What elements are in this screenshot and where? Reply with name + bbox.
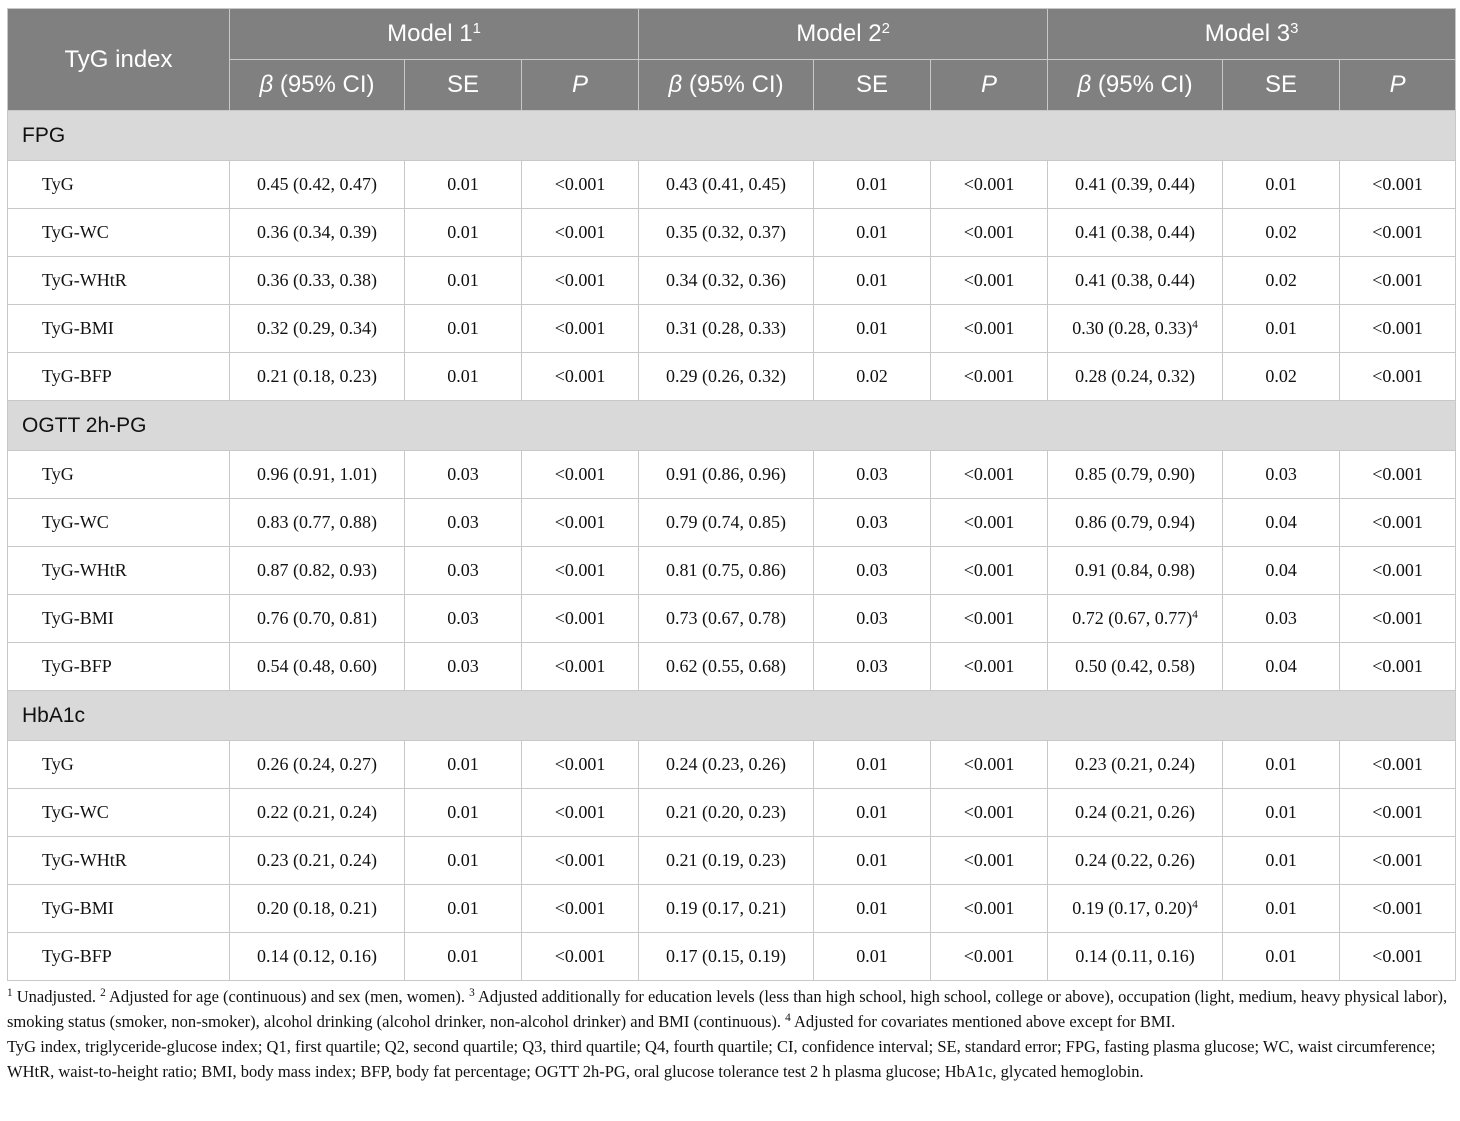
beta-ci-label: (95% CI) <box>682 71 784 98</box>
row-label: TyG <box>8 451 230 499</box>
beta-value: 0.24 (0.22, 0.26) <box>1075 850 1196 870</box>
model-2-se-cell: 0.01 <box>814 933 931 981</box>
beta-value: 0.36 (0.33, 0.38) <box>257 270 377 290</box>
model-3-beta-cell <box>1048 257 1223 305</box>
abbreviations-note: TyG index, triglyceride-glucose index; Q1, first quartile; Q2, second quartile; Q3, third quartile; Q4, fourth quartile; CI, confidence interval; SE, standard error; FPG, fasting plasma glucose; WC, waist circumference; WHtR, waist-to-height ratio; BMI, body mass index; BFP, body fat percentage; OGTT 2h-PG, oral glucose tolerance test 2 h plasma glucose; HbA1c, glycated hemoglobin. <box>7 1037 1436 1081</box>
beta-value: 0.73 (0.67, 0.78) <box>666 608 787 628</box>
model-1-se-cell: 0.01 <box>405 933 522 981</box>
beta-value: 0.17 (0.15, 0.19) <box>666 946 787 966</box>
model-2-se-cell: 0.01 <box>814 161 931 209</box>
row-label: TyG-WHtR <box>8 547 230 595</box>
model-1-se-cell: 0.03 <box>405 595 522 643</box>
table-row <box>8 933 1456 981</box>
model-3-beta-header <box>1048 60 1223 111</box>
model-3-se-cell: 0.01 <box>1223 837 1340 885</box>
beta-symbol: β <box>668 71 683 98</box>
beta-value: 0.76 (0.70, 0.81) <box>257 608 377 628</box>
model-1-se-cell: 0.01 <box>405 885 522 933</box>
beta-value: 0.23 (0.21, 0.24) <box>257 850 377 870</box>
footnote-ref: 2 <box>100 986 106 999</box>
model-1-se-cell: 0.03 <box>405 643 522 691</box>
model-3-se-cell: 0.02 <box>1223 209 1340 257</box>
beta-value: 0.81 (0.75, 0.86) <box>666 560 787 580</box>
footnote-text: Unadjusted. <box>12 987 101 1006</box>
model-3-beta-cell <box>1048 741 1223 789</box>
table-row <box>8 885 1456 933</box>
beta-value: 0.83 (0.77, 0.88) <box>257 512 377 532</box>
beta-value: 0.86 (0.79, 0.94) <box>1075 512 1196 532</box>
beta-value: 0.91 (0.86, 0.96) <box>666 464 787 484</box>
model-1-se-cell: 0.03 <box>405 499 522 547</box>
model-3-p-cell: <0.001 <box>1340 885 1456 933</box>
model-1-se-cell: 0.03 <box>405 547 522 595</box>
model-2-p-cell: <0.001 <box>931 643 1048 691</box>
table-row <box>8 451 1456 499</box>
model-1-beta-cell <box>230 305 405 353</box>
footnote-ref: 1 <box>7 986 13 999</box>
beta-value: 0.23 (0.21, 0.24) <box>1075 754 1196 774</box>
model-3-beta-cell <box>1048 451 1223 499</box>
beta-value: 0.50 (0.42, 0.58) <box>1075 656 1196 676</box>
model-2-p-cell: <0.001 <box>931 161 1048 209</box>
model-3-se-cell: 0.04 <box>1223 499 1340 547</box>
footnote-ref: 4 <box>1192 318 1198 331</box>
tyg-index-header: TyG index <box>8 9 230 111</box>
model-1-se-header: SE <box>405 60 522 111</box>
model-1-p-header: P <box>522 60 639 111</box>
model-1-se-cell: 0.01 <box>405 353 522 401</box>
model-2-p-cell: <0.001 <box>931 933 1048 981</box>
beta-ci-label: (95% CI) <box>1091 71 1193 98</box>
beta-value: 0.14 (0.11, 0.16) <box>1075 946 1195 966</box>
model-2-se-cell: 0.03 <box>814 643 931 691</box>
model-1-p-cell: <0.001 <box>522 933 639 981</box>
model-1-beta-cell <box>230 789 405 837</box>
group-label: HbA1c <box>8 691 1456 741</box>
model-3-beta-cell <box>1048 643 1223 691</box>
beta-value: 0.24 (0.21, 0.26) <box>1075 802 1196 822</box>
row-label: TyG-BFP <box>8 353 230 401</box>
beta-value: 0.26 (0.24, 0.27) <box>257 754 377 774</box>
beta-value: 0.45 (0.42, 0.47) <box>257 174 377 194</box>
model-1-p-cell: <0.001 <box>522 595 639 643</box>
model-3-se-cell: 0.04 <box>1223 643 1340 691</box>
model-2-se-header: SE <box>814 60 931 111</box>
row-label: TyG <box>8 161 230 209</box>
model-1-p-cell: <0.001 <box>522 257 639 305</box>
model-3-beta-cell <box>1048 885 1223 933</box>
beta-value: 0.19 (0.17, 0.20) <box>1072 898 1193 918</box>
row-label: TyG-WC <box>8 209 230 257</box>
model-3-p-cell: <0.001 <box>1340 257 1456 305</box>
model-2-beta-cell <box>639 353 814 401</box>
model-3-beta-cell <box>1048 789 1223 837</box>
model-3-beta-cell <box>1048 209 1223 257</box>
beta-value: 0.30 (0.28, 0.33) <box>1072 318 1193 338</box>
model-1-p-cell: <0.001 <box>522 209 639 257</box>
table-row <box>8 547 1456 595</box>
model-3-se-cell: 0.01 <box>1223 741 1340 789</box>
row-label: TyG <box>8 741 230 789</box>
model-2-se-cell: 0.01 <box>814 741 931 789</box>
model-2-se-cell: 0.03 <box>814 595 931 643</box>
model-1-beta-cell <box>230 933 405 981</box>
model-2-beta-cell <box>639 451 814 499</box>
model-1-se-cell: 0.01 <box>405 257 522 305</box>
model-2-se-cell: 0.01 <box>814 305 931 353</box>
model-2-p-cell: <0.001 <box>931 789 1048 837</box>
table-footnotes <box>7 984 1452 1084</box>
table-row <box>8 837 1456 885</box>
group-row <box>8 401 1456 451</box>
beta-value: 0.20 (0.18, 0.21) <box>257 898 377 918</box>
model-2-beta-cell <box>639 547 814 595</box>
model-1-se-cell: 0.01 <box>405 161 522 209</box>
model-1-se-cell: 0.01 <box>405 209 522 257</box>
beta-symbol: β <box>259 71 274 98</box>
beta-value: 0.91 (0.84, 0.98) <box>1075 560 1196 580</box>
model-1-p-cell: <0.001 <box>522 451 639 499</box>
model-1-beta-cell <box>230 741 405 789</box>
beta-value: 0.72 (0.67, 0.77) <box>1072 608 1193 628</box>
footnote-text: Adjusted additionally for education levels (less than high school, high school, college or above), occupation (light, medium, heavy physical labor), smoking status (smoker, non-smoker), alcohol drinking (alcohol drinker, non-alcohol drinker) and BMI (continuous). <box>7 987 1448 1031</box>
model-footnotes <box>7 984 1452 1034</box>
beta-value: 0.29 (0.26, 0.32) <box>666 366 787 386</box>
model-3-beta-cell <box>1048 837 1223 885</box>
model-1-se-cell: 0.03 <box>405 451 522 499</box>
model-3-p-header: P <box>1340 60 1456 111</box>
model-2-se-cell: 0.01 <box>814 257 931 305</box>
model-1-beta-cell <box>230 161 405 209</box>
model-2-beta-cell <box>639 643 814 691</box>
footnote-ref: 4 <box>1192 608 1198 621</box>
model-3-se-cell: 0.01 <box>1223 161 1340 209</box>
model-3-p-cell: <0.001 <box>1340 451 1456 499</box>
model-3-se-cell: 0.04 <box>1223 547 1340 595</box>
model-1-p-cell: <0.001 <box>522 161 639 209</box>
beta-value: 0.62 (0.55, 0.68) <box>666 656 787 676</box>
table-row <box>8 595 1456 643</box>
beta-value: 0.35 (0.32, 0.37) <box>666 222 787 242</box>
model-3-p-cell: <0.001 <box>1340 499 1456 547</box>
model-3-p-cell: <0.001 <box>1340 837 1456 885</box>
row-label: TyG-BMI <box>8 885 230 933</box>
model-2-footnote-ref: 2 <box>881 20 890 37</box>
beta-value: 0.21 (0.20, 0.23) <box>666 802 787 822</box>
model-3-beta-cell <box>1048 933 1223 981</box>
beta-ci-label: (95% CI) <box>273 71 375 98</box>
model-3-header <box>1048 9 1456 60</box>
model-3-p-cell: <0.001 <box>1340 643 1456 691</box>
beta-value: 0.19 (0.17, 0.21) <box>666 898 787 918</box>
model-1-p-cell: <0.001 <box>522 353 639 401</box>
model-2-se-cell: 0.02 <box>814 353 931 401</box>
model-1-se-cell: 0.01 <box>405 789 522 837</box>
model-2-beta-cell <box>639 933 814 981</box>
beta-value: 0.79 (0.74, 0.85) <box>666 512 787 532</box>
group-label: OGTT 2h-PG <box>8 401 1456 451</box>
model-2-p-cell: <0.001 <box>931 353 1048 401</box>
model-3-p-cell: <0.001 <box>1340 933 1456 981</box>
model-2-header <box>639 9 1048 60</box>
model-2-p-cell: <0.001 <box>931 595 1048 643</box>
model-1-header <box>230 9 639 60</box>
model-1-beta-cell <box>230 451 405 499</box>
beta-value: 0.22 (0.21, 0.24) <box>257 802 377 822</box>
model-2-p-cell: <0.001 <box>931 451 1048 499</box>
row-label: TyG-WHtR <box>8 257 230 305</box>
model-3-se-cell: 0.01 <box>1223 885 1340 933</box>
footnote-text: Adjusted for age (continuous) and sex (men, women). <box>105 987 470 1006</box>
beta-value: 0.14 (0.12, 0.16) <box>257 946 377 966</box>
table-row <box>8 161 1456 209</box>
beta-value: 0.43 (0.41, 0.45) <box>666 174 787 194</box>
row-label: TyG-WHtR <box>8 837 230 885</box>
row-label: TyG-BMI <box>8 595 230 643</box>
beta-value: 0.21 (0.19, 0.23) <box>666 850 787 870</box>
beta-value: 0.87 (0.82, 0.93) <box>257 560 377 580</box>
model-2-beta-cell <box>639 837 814 885</box>
row-label: TyG-WC <box>8 499 230 547</box>
footnote-ref: 4 <box>1192 898 1198 911</box>
model-3-beta-cell <box>1048 161 1223 209</box>
model-3-beta-cell <box>1048 499 1223 547</box>
model-1-label: Model 1 <box>387 20 473 47</box>
model-1-p-cell: <0.001 <box>522 499 639 547</box>
model-2-se-cell: 0.03 <box>814 547 931 595</box>
model-2-beta-cell <box>639 499 814 547</box>
model-2-beta-cell <box>639 885 814 933</box>
model-1-beta-cell <box>230 643 405 691</box>
row-label: TyG-BFP <box>8 933 230 981</box>
footnote-ref: 4 <box>785 1011 791 1024</box>
model-1-beta-cell <box>230 353 405 401</box>
model-1-p-cell: <0.001 <box>522 643 639 691</box>
model-1-se-cell: 0.01 <box>405 837 522 885</box>
model-3-se-cell: 0.03 <box>1223 595 1340 643</box>
model-1-p-cell: <0.001 <box>522 789 639 837</box>
model-2-se-cell: 0.03 <box>814 499 931 547</box>
model-3-p-cell: <0.001 <box>1340 353 1456 401</box>
beta-value: 0.41 (0.38, 0.44) <box>1075 270 1196 290</box>
beta-value: 0.34 (0.32, 0.36) <box>666 270 787 290</box>
footnote-text: Adjusted for covariates mentioned above except for BMI. <box>790 1012 1176 1031</box>
model-2-se-cell: 0.01 <box>814 209 931 257</box>
beta-value: 0.21 (0.18, 0.23) <box>257 366 377 386</box>
model-3-p-cell: <0.001 <box>1340 595 1456 643</box>
model-3-footnote-ref: 3 <box>1290 20 1299 37</box>
model-2-beta-header <box>639 60 814 111</box>
model-2-beta-cell <box>639 209 814 257</box>
model-2-p-cell: <0.001 <box>931 837 1048 885</box>
model-1-beta-cell <box>230 837 405 885</box>
model-1-beta-cell <box>230 209 405 257</box>
beta-value: 0.41 (0.39, 0.44) <box>1075 174 1196 194</box>
group-label: FPG <box>8 111 1456 161</box>
model-1-beta-cell <box>230 595 405 643</box>
model-1-beta-cell <box>230 885 405 933</box>
model-2-p-cell: <0.001 <box>931 741 1048 789</box>
beta-value: 0.54 (0.48, 0.60) <box>257 656 377 676</box>
model-2-beta-cell <box>639 741 814 789</box>
results-document <box>7 8 1452 1084</box>
row-label: TyG-BFP <box>8 643 230 691</box>
beta-value: 0.36 (0.34, 0.39) <box>257 222 377 242</box>
model-1-footnote-ref: 1 <box>472 20 481 37</box>
model-1-beta-header <box>230 60 405 111</box>
model-3-p-cell: <0.001 <box>1340 161 1456 209</box>
model-2-p-cell: <0.001 <box>931 257 1048 305</box>
model-2-label: Model 2 <box>796 20 882 47</box>
beta-value: 0.41 (0.38, 0.44) <box>1075 222 1196 242</box>
table-header <box>8 9 1456 111</box>
model-1-se-cell: 0.01 <box>405 741 522 789</box>
model-3-label: Model 3 <box>1204 20 1291 47</box>
model-3-se-cell: 0.03 <box>1223 451 1340 499</box>
model-2-p-cell: <0.001 <box>931 547 1048 595</box>
model-2-beta-cell <box>639 595 814 643</box>
model-3-se-cell: 0.02 <box>1223 257 1340 305</box>
beta-value: 0.85 (0.79, 0.90) <box>1075 464 1196 484</box>
model-1-p-cell: <0.001 <box>522 547 639 595</box>
model-3-se-header: SE <box>1223 60 1340 111</box>
model-2-beta-cell <box>639 161 814 209</box>
model-1-p-cell: <0.001 <box>522 305 639 353</box>
model-2-beta-cell <box>639 305 814 353</box>
table-row <box>8 741 1456 789</box>
beta-value: 0.32 (0.29, 0.34) <box>257 318 377 338</box>
row-label: TyG-BMI <box>8 305 230 353</box>
model-2-p-cell: <0.001 <box>931 305 1048 353</box>
model-2-beta-cell <box>639 789 814 837</box>
model-3-beta-cell <box>1048 595 1223 643</box>
table-row <box>8 643 1456 691</box>
model-2-se-cell: 0.03 <box>814 451 931 499</box>
model-1-beta-cell <box>230 547 405 595</box>
regression-table <box>7 8 1456 981</box>
table-row <box>8 499 1456 547</box>
model-3-beta-cell <box>1048 305 1223 353</box>
beta-value: 0.31 (0.28, 0.33) <box>666 318 787 338</box>
model-2-p-cell: <0.001 <box>931 209 1048 257</box>
model-1-p-cell: <0.001 <box>522 741 639 789</box>
model-1-p-cell: <0.001 <box>522 885 639 933</box>
table-row <box>8 257 1456 305</box>
model-3-p-cell: <0.001 <box>1340 209 1456 257</box>
beta-value: 0.96 (0.91, 1.01) <box>257 464 377 484</box>
model-1-se-cell: 0.01 <box>405 305 522 353</box>
model-2-p-cell: <0.001 <box>931 885 1048 933</box>
model-1-p-cell: <0.001 <box>522 837 639 885</box>
beta-value: 0.28 (0.24, 0.32) <box>1075 366 1196 386</box>
model-3-se-cell: 0.02 <box>1223 353 1340 401</box>
model-2-beta-cell <box>639 257 814 305</box>
model-3-p-cell: <0.001 <box>1340 547 1456 595</box>
model-3-se-cell: 0.01 <box>1223 305 1340 353</box>
model-1-beta-cell <box>230 499 405 547</box>
beta-value: 0.24 (0.23, 0.26) <box>666 754 787 774</box>
table-row <box>8 209 1456 257</box>
model-3-p-cell: <0.001 <box>1340 741 1456 789</box>
model-1-beta-cell <box>230 257 405 305</box>
model-2-p-header: P <box>931 60 1048 111</box>
row-label: TyG-WC <box>8 789 230 837</box>
model-3-beta-cell <box>1048 353 1223 401</box>
model-2-p-cell: <0.001 <box>931 499 1048 547</box>
table-body <box>8 111 1456 981</box>
table-row <box>8 789 1456 837</box>
model-2-se-cell: 0.01 <box>814 837 931 885</box>
model-3-p-cell: <0.001 <box>1340 305 1456 353</box>
model-3-se-cell: 0.01 <box>1223 933 1340 981</box>
model-3-se-cell: 0.01 <box>1223 789 1340 837</box>
footnote-ref: 3 <box>469 986 475 999</box>
model-3-p-cell: <0.001 <box>1340 789 1456 837</box>
group-row <box>8 691 1456 741</box>
group-row <box>8 111 1456 161</box>
beta-symbol: β <box>1077 71 1092 98</box>
table-row <box>8 353 1456 401</box>
model-2-se-cell: 0.01 <box>814 789 931 837</box>
model-3-beta-cell <box>1048 547 1223 595</box>
model-2-se-cell: 0.01 <box>814 885 931 933</box>
table-row <box>8 305 1456 353</box>
